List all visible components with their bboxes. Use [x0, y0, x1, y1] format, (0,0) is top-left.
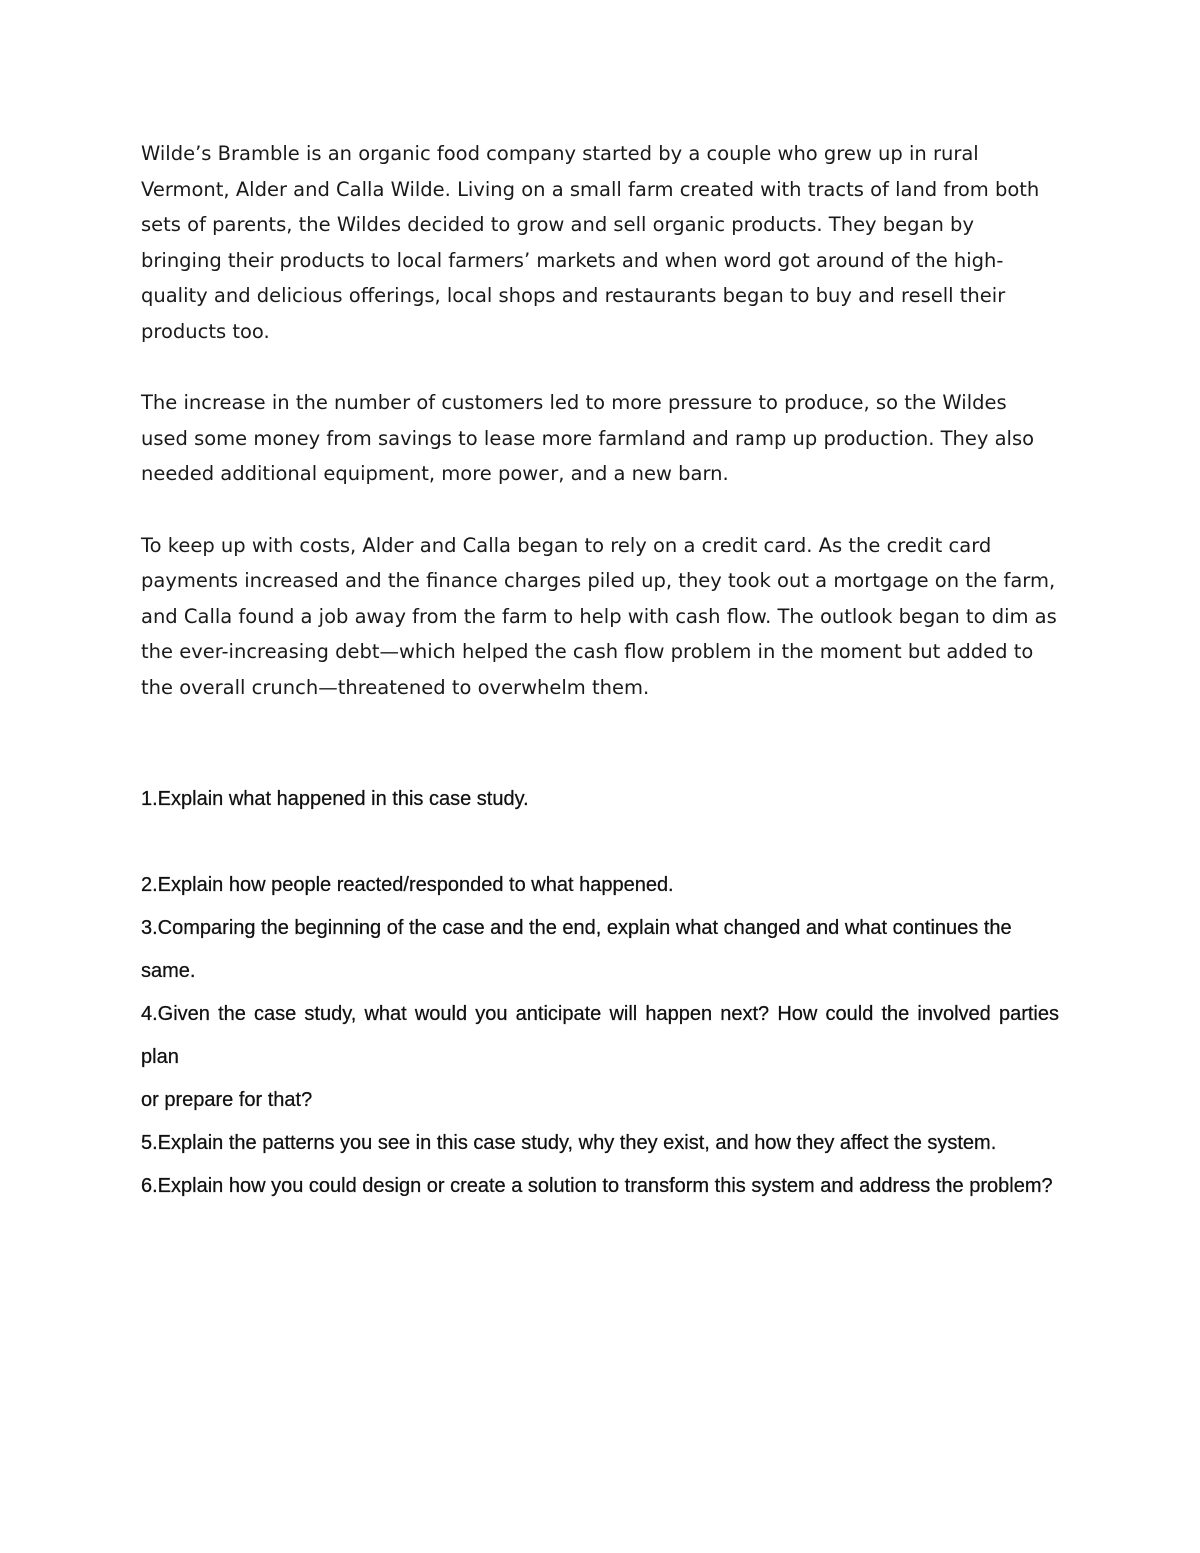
question-4: 4.Given the case study, what would you anticipate will happen next? How could the involved parties plan — [141, 1003, 1059, 1068]
question-1: 1.Explain what happened in this case study. — [141, 788, 529, 810]
question-2: 2.Explain how people reacted/responded to what happened. — [141, 874, 674, 896]
question-4-continued: or prepare for that? — [141, 1089, 313, 1111]
case-paragraph-1: Wilde’s Bramble is an organic food company started by a couple who grew up in rural Vermont, Alder and Calla Wilde. Living on a small farm created with tracts of land from both sets of parents, the Wildes decided to grow and sell organic products. They began by bringing their products to local farmers’ markets and when word got around of the high-quality and delicious offerings, local shops and restaurants began to buy and resell their products too. — [141, 142, 1040, 343]
case-study-text — [141, 136, 1059, 706]
case-paragraph-2: The increase in the number of customers led to more pressure to produce, so the Wildes used some money from savings to lease more farmland and ramp up production. They also needed additional equipment, more power, and a new barn. — [141, 391, 1035, 486]
case-paragraph-3: To keep up with costs, Alder and Calla began to rely on a credit card. As the credit card payments increased and the finance charges piled up, they took out a mortgage on the farm, and Calla found a job away from the farm to help with cash flow. The outlook began to dim as the ever-increasing debt—which helped the cash flow problem in the moment but added to the overall crunch—threatened to overwhelm them. — [141, 533, 1057, 699]
question-3: 3.Comparing the beginning of the case and the end, explain what changed and what continues the same. — [141, 917, 1012, 982]
question-5: 5.Explain the patterns you see in this case study, why they exist, and how they affect the system. — [141, 1132, 997, 1154]
questions-list — [141, 778, 1059, 1208]
question-6: 6.Explain how you could design or create a solution to transform this system and address the problem? — [141, 1175, 1053, 1197]
